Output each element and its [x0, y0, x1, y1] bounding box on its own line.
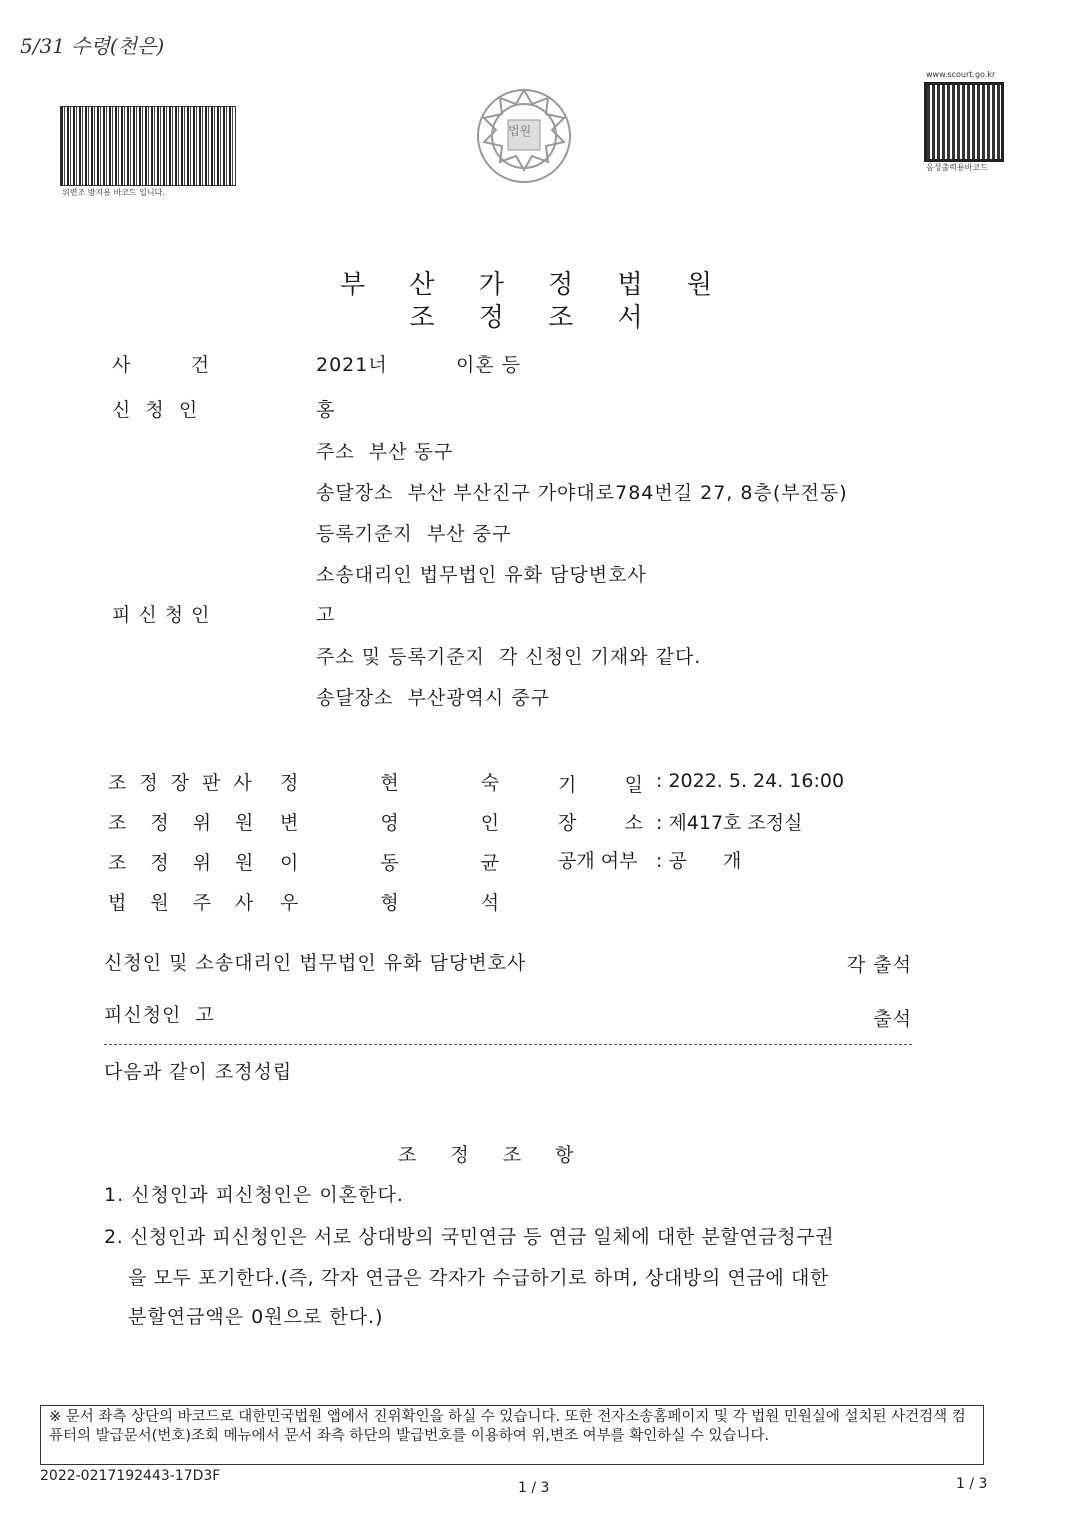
session-place-label: 장 소	[558, 812, 644, 834]
term-item-continued: 을 모두 포기한다.(즉, 각자 연금은 각자가 수급하기로 하며, 상대방의 연금에 대한	[128, 1267, 829, 1289]
session-date-label: 기 일	[558, 774, 644, 796]
authenticity-barcode	[60, 106, 236, 186]
official-name: 우 형 석	[280, 892, 538, 914]
applicant-label: 신 청 인	[112, 399, 199, 421]
official-name: 변 영 인	[280, 812, 538, 834]
official-role: 조정위원	[108, 812, 278, 834]
applicant-attorney: 소송대리인 법무법인 유화 담당변호사	[316, 564, 647, 586]
attendance-who: 신청인 및 소송대리인 법무법인 유화 담당변호사	[104, 952, 527, 974]
official-role: 조정장판사	[108, 772, 265, 794]
issue-number: 2022-0217192443-17D3F	[40, 1468, 221, 1484]
court-name: 부 산 가 정 법 원	[339, 270, 731, 300]
document-title: 조 정 조 서	[409, 303, 661, 333]
session-public: : 공 개	[656, 850, 742, 872]
applicant-name: 홍	[316, 399, 336, 421]
case-name: 이혼 등	[456, 354, 522, 376]
barcode-caption: 위변조 방지용 바코드 입니다.	[62, 188, 165, 197]
session-date: : 2022. 5. 24. 16:00	[656, 770, 845, 792]
qr-caption: 음성출력용바코드	[926, 163, 988, 172]
terms-title: 조 정 조 항	[398, 1144, 588, 1166]
page-indicator-right: 1 / 3	[956, 1476, 988, 1492]
handwritten-note: 5/31 수령(천은)	[20, 34, 165, 58]
term-item: 1. 신청인과 피신청인은 이혼한다.	[104, 1184, 404, 1206]
official-role: 조정위원	[108, 852, 278, 874]
seal-text: 법원	[508, 124, 532, 138]
case-label	[112, 350, 209, 377]
applicant-delivery: 송달장소 부산 부산진구 가야대로784번길 27, 8층(부전동)	[316, 482, 848, 504]
official-role: 법원주사	[108, 892, 278, 914]
official-name: 이 동 균	[280, 852, 538, 874]
session-public-label: 공개 여부	[558, 850, 638, 872]
applicant-address: 주소 부산 동구	[316, 441, 454, 463]
respondent-name: 고	[316, 604, 336, 626]
term-item-continued: 분할연금액은 0원으로 한다.)	[128, 1306, 384, 1328]
case-number: 2021너	[316, 354, 388, 376]
case-label-text: 사 건	[112, 354, 210, 376]
attendance-status: 각 출석	[846, 954, 912, 976]
attendance-who: 피신청인 고	[104, 1004, 215, 1026]
respondent-label: 피 신 청 인	[112, 604, 211, 626]
respondent-delivery: 송달장소 부산광역시 중구	[316, 687, 551, 709]
divider	[104, 1044, 912, 1045]
agreement-intro: 다음과 같이 조정성립	[104, 1061, 293, 1083]
official-name: 정 현 숙	[280, 772, 538, 794]
applicant-registry: 등록기준지 부산 중구	[316, 523, 512, 545]
site-url: www.scourt.go.kr	[926, 70, 996, 79]
verification-notice: ※ 문서 좌측 상단의 바코드로 대한민국법원 앱에서 진위확인을 하실 수 있습니다. 또한 전자소송홈페이지 및 각 법원 민원실에 설치된 사건검색 컴퓨터의 발급문서(번호)조회 메뉴에서 문서 좌측 하단의 발급번호를 이용하여 위,변조 여부를 확인하실 수 있습니다.	[40, 1405, 984, 1465]
voice-output-barcode	[924, 82, 1004, 162]
session-place: : 제417호 조정실	[656, 812, 803, 834]
respondent-address: 주소 및 등록기준지 각 신청인 기재와 같다.	[316, 646, 702, 668]
page-indicator: 1 / 3	[518, 1480, 550, 1496]
attendance-status: 출석	[873, 1008, 912, 1030]
term-item: 2. 신청인과 피신청인은 서로 상대방의 국민연금 등 연금 일체에 대한 분할연금청구권	[104, 1226, 835, 1248]
